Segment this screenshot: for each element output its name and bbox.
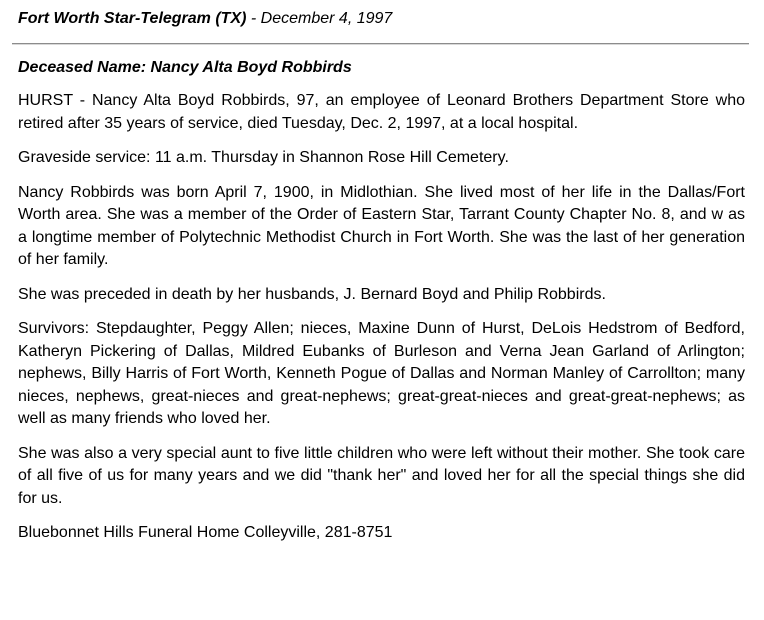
obituary-paragraph-tribute: She was also a very special aunt to five little children who were left without their mother. She took care of all five of us for many years and we did "thank her" and loved her for all the special things she did for us.	[18, 444, 745, 507]
document-header	[18, 10, 392, 28]
publication-date: December 4, 1997	[260, 10, 393, 27]
obituary-paragraph-funeral-home: Bluebonnet Hills Funeral Home Colleyville, 281-8751	[18, 524, 393, 541]
header-separator: -	[246, 10, 261, 27]
newspaper-source: Fort Worth Star-Telegram (TX)	[18, 10, 247, 27]
header-divider	[12, 43, 749, 45]
obituary-paragraph-intro: HURST - Nancy Alta Boyd Robbirds, 97, an employee of Leonard Brothers Department Store who retired after 35 years of service, died Tuesday, Dec. 2, 1997, at a local hospital.	[18, 92, 745, 132]
obituary-paragraph-biography: Nancy Robbirds was born April 7, 1900, in Midlothian. She lived most of her life in the Dallas/Fort Worth area. She was a member of the Order of Eastern Star, Tarrant County Chapter No. 8, and w as a longtime member of Polytechnic Methodist Church in Fort Worth. She was the last of her generation of her family.	[18, 183, 745, 268]
deceased-name-heading: Deceased Name: Nancy Alta Boyd Robbirds	[18, 59, 352, 76]
obituary-paragraph-preceded: She was preceded in death by her husbands, J. Bernard Boyd and Philip Robbirds.	[18, 285, 606, 303]
obituary-body	[18, 58, 745, 557]
obituary-paragraph-survivors: Survivors: Stepdaughter, Peggy Allen; nieces, Maxine Dunn of Hurst, DeLois Hedstrom of Bedford, Katheryn Pickering of Dallas, Mildred Eubanks of Burleson and Verna Jean Garland of Arlington; nephews, Billy Harris of Fort Worth, Kenneth Pogue of Dallas and Norman Manley of Carrollton; many nieces, nephews, great-nieces and great-nephews; great-great-nieces and great-great-nephews; as well as many friends who loved her.	[18, 320, 745, 427]
obituary-paragraph-service: Graveside service: 11 a.m. Thursday in Shannon Rose Hill Cemetery.	[18, 149, 509, 166]
